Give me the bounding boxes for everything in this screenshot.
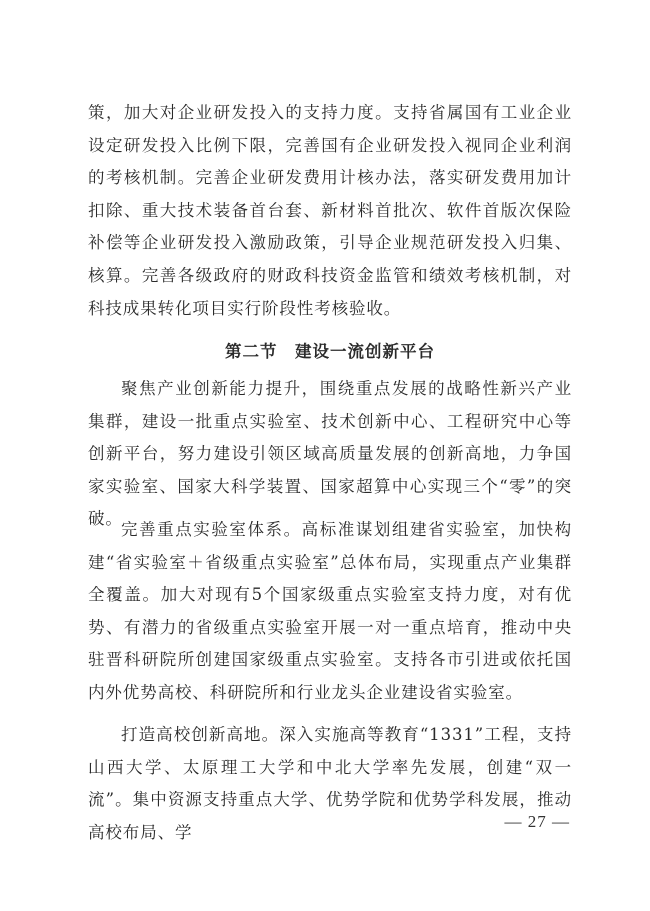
paragraph-key-laboratories: 完善重点实验室体系。高标准谋划组建省实验室，加快构建“省实验室＋省级重点实验室”总体布局，实现重点产业集群全覆盖。加大对现有5个国家级重点实验室支持力度，对有优势、有潜力的省级重点实验室开展一对一重点培育，推动中央驻晋科研院所创建国家级重点实验室。支持各市引进或依托国内外优势高校、科研院所和行业龙头企业建设省实验室。 [88, 520, 572, 702]
page-number: — 27 — [504, 812, 570, 831]
paragraph-continuation: 策，加大对企业研发投入的支持力度。支持省属国有工业企业设定研发投入比例下限，完善国有企业研发投入视同企业利润的考核机制。完善企业研发费用计核办法，落实研发费用加计扣除、重大技术装备首台套、新材料首批次、软件首版次保险补偿等企业研发投入激励政策，引导企业规范研发投入归集、核算。完善各级政府的财政科技资金监管和绩效考核机制，对科技成果转化项目实行阶段性考核验收。 [88, 103, 572, 318]
paragraph-innovation-platforms: 聚焦产业创新能力提升，围绕重点发展的战略性新兴产业集群，建设一批重点实验室、技术创新中心、工程研究中心等创新平台，努力建设引领区域高质量发展的创新高地，力争国家实验室、国家大科学装置、国家超算中心实现三个“零”的突破。 [88, 379, 572, 529]
paragraph-university-innovation: 打造高校创新高地。深入实施高等教育“1331”工程，支持山西大学、太原理工大学和中北大学率先发展，创建“双一流”。集中资源支持重点大学、优势学院和优势学科发展，推动高校布局、学 [88, 725, 572, 842]
section-heading: 第二节 建设一流创新平台 [225, 342, 435, 361]
